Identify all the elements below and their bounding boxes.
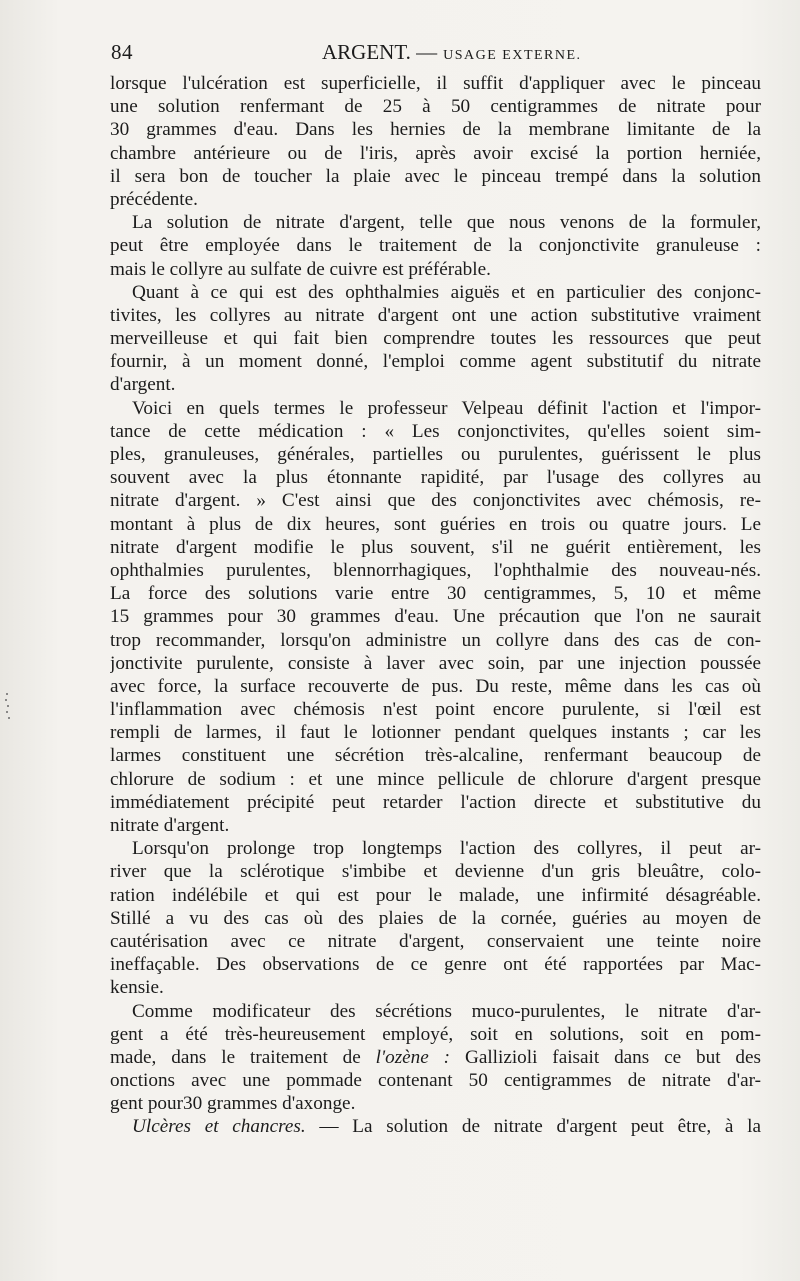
text-line-content: ineffaçable. Des observations de ce genre ont été rapportées par Mac- — [110, 954, 761, 976]
text-line — [110, 884, 761, 907]
text-line — [110, 1069, 761, 1092]
italic-text: Ulcères et chancres. — [132, 1116, 306, 1138]
text-line-content: Stillé a vu des cas où des plaies de la cornée, guéries au moyen de — [110, 907, 761, 929]
text-line — [110, 373, 761, 396]
running-head — [322, 40, 582, 65]
text-line-content: tance de cette médication : « Les conjonctivites, qu'elles soient sim- — [110, 420, 761, 442]
text-line — [110, 350, 761, 373]
text-line — [110, 397, 761, 420]
text-line — [110, 559, 761, 582]
text-line-content: Voici en quels termes le professeur Velpeau définit l'action et l'impor- — [132, 397, 761, 419]
text-line-content: nitrate d'argent. » C'est ainsi que des conjonctivites avec chémosis, re- — [110, 490, 761, 512]
text-line — [110, 1023, 761, 1046]
text-line — [110, 281, 761, 304]
text-line-content: kensie. — [110, 977, 164, 999]
text-line-content: ophthalmies purulentes, blennorrhagiques, l'ophthalmie des nouveau-nés. — [110, 559, 761, 581]
text-line — [110, 1092, 761, 1115]
text-line-content: La force des solutions varie entre 30 centigrammes, 5, 10 et même — [110, 583, 761, 605]
page-number: 84 — [111, 40, 133, 64]
text-line — [110, 188, 761, 211]
text-line — [110, 211, 761, 234]
text-line — [110, 72, 761, 95]
text-line — [110, 234, 761, 257]
text-line-content: il sera bon de toucher la plaie avec le pinceau trempé dans la solution — [110, 165, 761, 187]
text-line-content: Comme modificateur des sécrétions muco-purulentes, le nitrate d'ar- — [132, 1000, 761, 1022]
text-line-content: avec force, la surface recouverte de pus. Du reste, même dans les cas où — [110, 675, 761, 697]
text-line-continuation: — La solution de nitrate d'argent peut être, à la — [305, 1116, 761, 1138]
text-line — [110, 837, 761, 860]
text-line — [110, 976, 761, 999]
text-line — [110, 953, 761, 976]
text-line — [110, 907, 761, 930]
text-line-content: peut être employée dans le traitement de la conjonctivite granuleuse : — [110, 235, 761, 257]
text-line-content: tivites, les collyres au nitrate d'argent ont une action substitutive vraiment — [110, 304, 761, 326]
text-line-content: Lorsqu'on prolonge trop longtemps l'action des collyres, il peut ar- — [132, 838, 761, 860]
running-head-title: ARGENT. — [322, 40, 411, 64]
text-line — [110, 513, 761, 536]
text-line-content: Quant à ce qui est des ophthalmies aiguës et en particulier des conjonc- — [132, 281, 761, 303]
text-line-content: une solution renfermant de 25 à 50 centigrammes de nitrate pour — [110, 96, 761, 118]
page-header — [111, 40, 761, 70]
text-line — [110, 675, 761, 698]
text-line — [110, 95, 761, 118]
text-line-content: made, dans le traitement de — [110, 1046, 361, 1068]
text-line-content: rempli de larmes, il faut le lotionner pendant quelques instants ; car les — [110, 722, 761, 744]
text-line-content: souvent avec la plus étonnante rapidité, par l'usage des collyres au — [110, 467, 761, 489]
text-line — [110, 142, 761, 165]
text-line — [110, 814, 761, 837]
text-line — [110, 466, 761, 489]
text-line — [110, 420, 761, 443]
text-line-continuation: Gallizioli faisait dans ce but des — [450, 1046, 761, 1068]
text-line — [110, 1000, 761, 1023]
text-line — [110, 582, 761, 605]
text-line — [110, 605, 761, 628]
text-line-content: mais le collyre au sulfate de cuivre est préférable. — [110, 258, 491, 280]
text-line-content: onctions avec une pommade contenant 50 centigrammes de nitrate d'ar- — [110, 1070, 761, 1092]
text-line-content: 15 grammes pour 30 grammes d'eau. Une précaution que l'on ne saurait — [110, 606, 761, 628]
text-line — [110, 1046, 761, 1069]
text-line — [110, 489, 761, 512]
text-line-content: trop recommander, lorsqu'on administre un collyre dans des cas de con- — [110, 629, 761, 651]
text-line — [110, 327, 761, 350]
text-line — [110, 698, 761, 721]
running-head-subtitle: USAGE EXTERNE. — [443, 48, 582, 63]
text-line — [110, 629, 761, 652]
text-line — [110, 744, 761, 767]
text-line-content: larmes constituent une sécrétion très-alcaline, renfermant beaucoup de — [110, 745, 761, 767]
text-line-content: gent a été très-heureusement employé, soit en solutions, soit en pom- — [110, 1023, 761, 1045]
text-line — [110, 768, 761, 791]
running-head-separator: — — [416, 40, 438, 64]
margin-mark — [4, 693, 10, 721]
text-line-content: La solution de nitrate d'argent, telle que nous venons de la formuler, — [132, 212, 761, 234]
text-line-content: précédente. — [110, 188, 198, 210]
text-line — [110, 930, 761, 953]
text-line-content: 30 grammes d'eau. Dans les hernies de la membrane limitante de la — [110, 119, 761, 141]
text-line — [110, 860, 761, 883]
text-line-content: chambre antérieure ou de l'iris, après avoir excisé la portion herniée, — [110, 142, 761, 164]
body-text — [110, 72, 761, 1139]
text-line-content: merveilleuse et qui fait bien comprendre toutes les ressources que peut — [110, 328, 761, 350]
text-line-content: lorsque l'ulcération est superficielle, il suffit d'appliquer avec le pinceau — [110, 73, 761, 94]
text-line — [110, 258, 761, 281]
text-line-content: fournir, à un moment donné, l'emploi comme agent substitutif du nitrate — [110, 351, 761, 373]
text-line-content: l'inflammation avec chémosis n'est point encore purulente, si l'œil est — [110, 699, 761, 721]
text-line-content: gent pour30 grammes d'axonge. — [110, 1093, 356, 1115]
text-line-content: nitrate d'argent. — [110, 815, 230, 836]
text-line — [110, 536, 761, 559]
text-line-content: ration indélébile et qui est pour le malade, une infirmité désagréable. — [110, 884, 761, 906]
text-line-content: ples, granuleuses, générales, partielles ou purulentes, guérissent le plus — [110, 444, 761, 465]
text-line — [110, 165, 761, 188]
text-line — [110, 1115, 761, 1138]
text-line — [110, 304, 761, 327]
text-line — [110, 652, 761, 675]
text-line-content: chlorure de sodium : et une mince pellicule de chlorure d'argent presque — [110, 768, 761, 790]
text-line — [110, 443, 761, 466]
text-line-content: montant à plus de dix heures, sont guéries en trois ou quatre jours. Le — [110, 513, 761, 535]
text-line-content: cautérisation avec ce nitrate d'argent, conservaient une teinte noire — [110, 930, 761, 952]
text-line-content: nitrate d'argent modifie le plus souvent, s'il ne guérit entièrement, les — [110, 536, 761, 558]
text-line-content: d'argent. — [110, 374, 176, 396]
text-line — [110, 721, 761, 744]
italic-text: l'ozène : — [375, 1046, 451, 1068]
text-line-content: river que la sclérotique s'imbibe et devienne d'un gris bleuâtre, colo- — [110, 861, 761, 883]
text-line — [110, 118, 761, 141]
text-line — [110, 791, 761, 814]
text-line-content: jonctivite purulente, consiste à laver avec soin, par une injection poussée — [110, 652, 761, 674]
text-line-content: immédiatement précipité peut retarder l'action directe et substitutive du — [110, 791, 761, 813]
